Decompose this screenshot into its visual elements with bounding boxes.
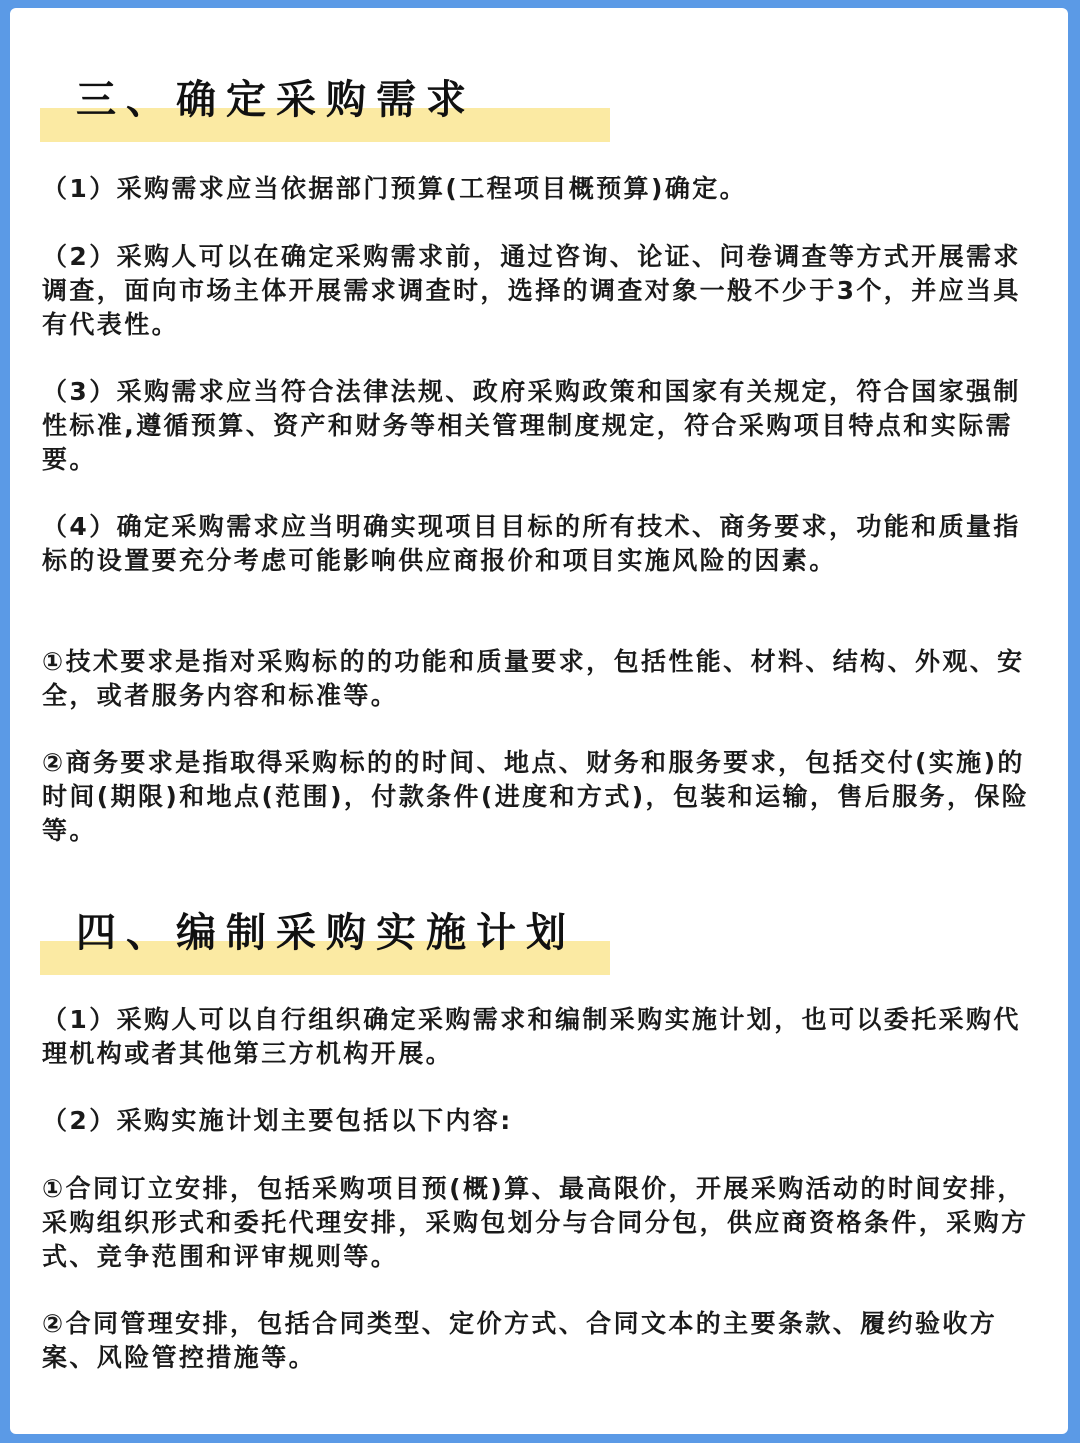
- document-page: [10, 8, 1068, 1434]
- section-3-paragraph-1: （1）采购需求应当依据部门预算(工程项目概预算)确定。: [42, 174, 748, 203]
- section-3-heading: [40, 70, 640, 140]
- section-4-title: 四、编制采购实施计划: [76, 910, 576, 956]
- section-4-heading: [40, 903, 640, 973]
- section-4-paragraph-4: ②合同管理安排，包括合同类型、定价方式、合同文本的主要条款、履约验收方案、风险管控措施等。: [42, 1309, 998, 1372]
- section-3-paragraph-4: （4）确定采购需求应当明确实现项目目标的所有技术、商务要求，功能和质量指标的设置要充分考虑可能影响供应商报价和项目实施风险的因素。: [42, 512, 1021, 575]
- section-4-paragraph-2: （2）采购实施计划主要包括以下内容:: [42, 1106, 513, 1135]
- section-3-paragraph-6: ②商务要求是指取得采购标的的时间、地点、财务和服务要求，包括交付(实施)的时间(期限)和地点(范围)，付款条件(进度和方式)，包装和运输，售后服务，保险等。: [42, 748, 1030, 845]
- section-4-paragraph-1: （1）采购人可以自行组织确定采购需求和编制采购实施计划，也可以委托采购代理机构或者其他第三方机构开展。: [42, 1005, 1021, 1068]
- section-3-paragraph-2: （2）采购人可以在确定采购需求前，通过咨询、论证、问卷调查等方式开展需求调查，面向市场主体开展需求调查时，选择的调查对象一般不少于3个，并应当具有代表性。: [42, 242, 1021, 339]
- section-3-paragraph-5: ①技术要求是指对采购标的的功能和质量要求，包括性能、材料、结构、外观、安全，或者服务内容和标准等。: [42, 647, 1025, 710]
- section-3-title: 三、确定采购需求: [76, 77, 476, 123]
- section-3-paragraph-3: （3）采购需求应当符合法律法规、政府采购政策和国家有关规定，符合国家强制性标准,遵循预算、资产和财务等相关管理制度规定，符合采购项目特点和实际需要。: [42, 377, 1021, 474]
- section-4-paragraph-3: ①合同订立安排，包括采购项目预(概)算、最高限价，开展采购活动的时间安排，采购组织形式和委托代理安排，采购包划分与合同分包，供应商资格条件，采购方式、竞争范围和评审规则等。: [42, 1174, 1029, 1271]
